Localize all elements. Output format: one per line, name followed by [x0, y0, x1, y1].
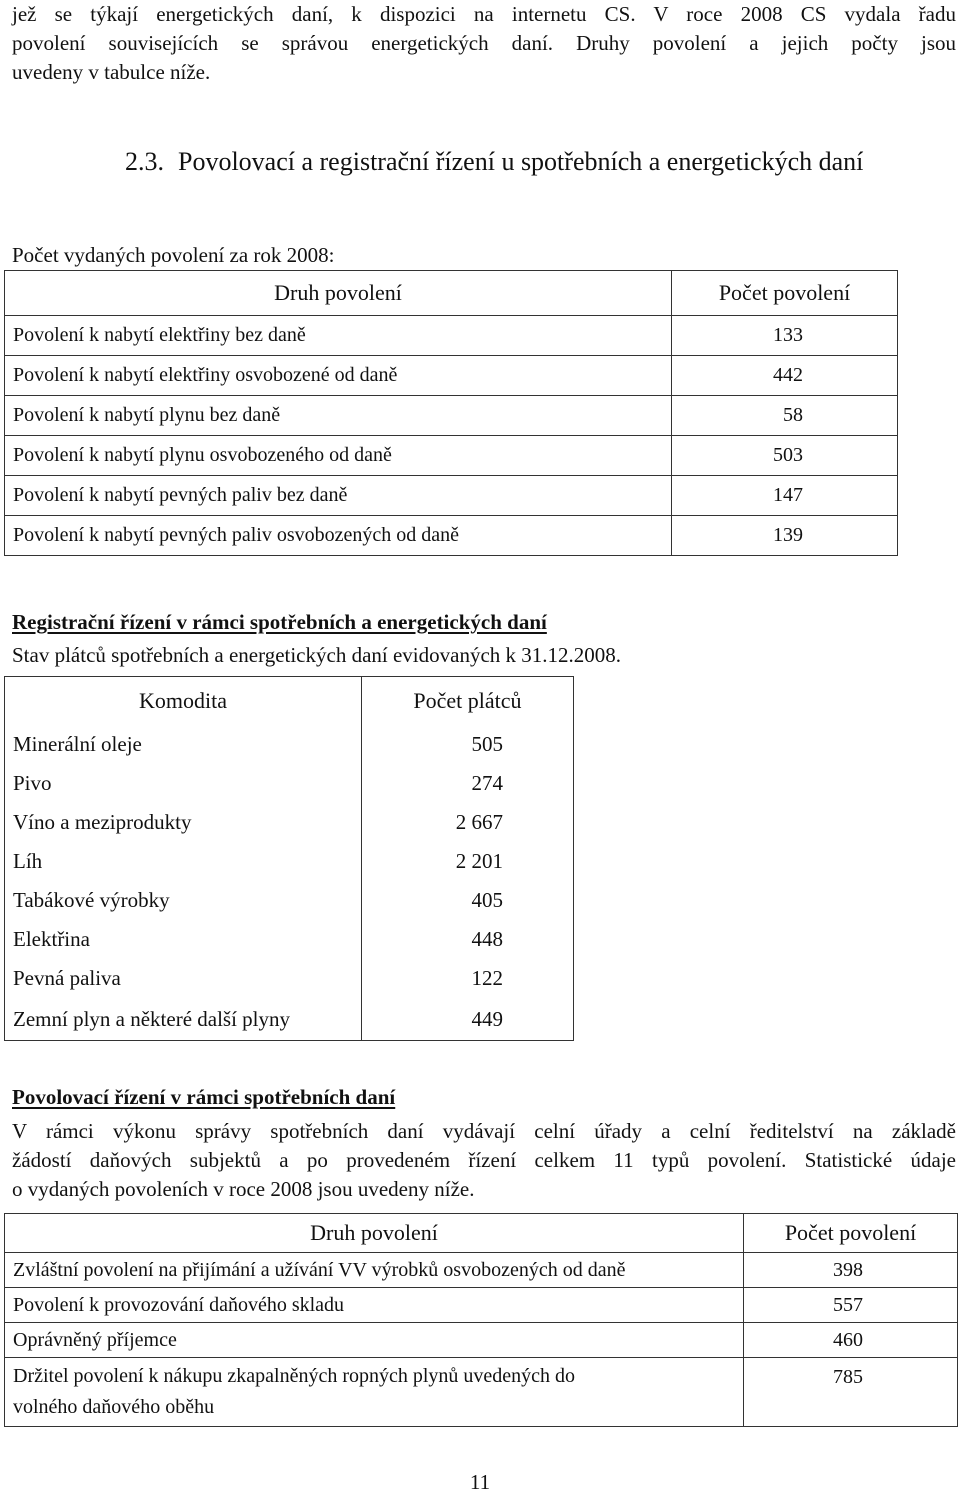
- table-row: [5, 1358, 958, 1427]
- row-label: Pevná paliva: [5, 959, 362, 998]
- payers-table: [4, 676, 574, 1041]
- table-row: [5, 959, 574, 998]
- row-label: Tabákové výrobky: [5, 881, 362, 920]
- row-value: 2 667: [362, 803, 574, 842]
- table-header-row: [5, 1214, 958, 1253]
- intro-line: povolení souvisejících se správou energetických daní. Druhy povolení a jejich počty jsou: [12, 31, 956, 55]
- table-row: [5, 725, 574, 764]
- section-title: Povolovací a registrační řízení u spotřebních a energetických daní: [178, 147, 864, 176]
- paragraph-line: o vydaných povoleních v roce 2008 jsou uvedeny níže.: [12, 1177, 475, 1201]
- row-value: 122: [362, 959, 574, 998]
- column-header-count: Počet povolení: [744, 1214, 958, 1253]
- row-value: 133: [672, 316, 898, 356]
- column-header-type: Druh povolení: [5, 1214, 744, 1253]
- row-label: Minerální oleje: [5, 725, 362, 764]
- table-row: [5, 998, 574, 1041]
- row-value: 398: [744, 1253, 958, 1288]
- row-value: 405: [362, 881, 574, 920]
- permits-heading: Povolovací řízení v rámci spotřebních daní: [12, 1085, 396, 1109]
- intro-paragraph: [12, 0, 956, 87]
- table-row: [5, 764, 574, 803]
- table-row: [5, 803, 574, 842]
- row-value: 557: [744, 1288, 958, 1323]
- column-header-count: Počet povolení: [672, 271, 898, 316]
- column-header-type: Druh povolení: [5, 271, 672, 316]
- table-row: [5, 842, 574, 881]
- row-value: 147: [672, 476, 898, 516]
- table-row: [5, 356, 898, 396]
- table-header-row: [5, 271, 898, 316]
- column-header-payers: Počet plátců: [362, 677, 574, 726]
- section-number: 2.3.: [125, 147, 164, 176]
- row-label: Zvláštní povolení na přijímání a užívání VV výrobků osvobozených od daně: [5, 1253, 744, 1288]
- table-row: [5, 1253, 958, 1288]
- permits-paragraph: [12, 1117, 956, 1204]
- row-label: Povolení k nabytí elektřiny osvobozené od daně: [5, 356, 672, 396]
- table1-caption: Počet vydaných povolení za rok 2008:: [12, 243, 335, 267]
- row-label: Povolení k nabytí pevných paliv osvobozených od daně: [5, 516, 672, 556]
- row-value: 503: [672, 436, 898, 476]
- row-label: [5, 1358, 744, 1427]
- registration-subtitle: Stav plátců spotřebních a energetických daní evidovaných k 31.12.2008.: [12, 643, 622, 667]
- table-row: [5, 476, 898, 516]
- row-label: Povolení k provozování daňového skladu: [5, 1288, 744, 1323]
- row-label: Zemní plyn a některé další plyny: [5, 998, 362, 1041]
- table-row: [5, 1323, 958, 1358]
- intro-line: uvedeny v tabulce níže.: [12, 60, 211, 84]
- row-value: 449: [362, 998, 574, 1041]
- row-value: 785: [744, 1358, 958, 1427]
- column-header-commodity: Komodita: [5, 677, 362, 726]
- table-row: [5, 1288, 958, 1323]
- table-row: [5, 396, 898, 436]
- row-label: Povolení k nabytí plynu osvobozeného od daně: [5, 436, 672, 476]
- row-value: 448: [362, 920, 574, 959]
- row-value: 58: [672, 396, 898, 436]
- row-label: Povolení k nabytí elektřiny bez daně: [5, 316, 672, 356]
- row-label: Elektřina: [5, 920, 362, 959]
- table-row: [5, 436, 898, 476]
- page-number: 11: [469, 1470, 491, 1494]
- registration-heading: Registrační řízení v rámci spotřebních a energetických daní: [12, 610, 547, 634]
- row-value: 139: [672, 516, 898, 556]
- row-label: Oprávněný příjemce: [5, 1323, 744, 1358]
- table-row: [5, 920, 574, 959]
- table-row: [5, 881, 574, 920]
- row-value: 505: [362, 725, 574, 764]
- row-label: Pivo: [5, 764, 362, 803]
- row-label: Povolení k nabytí plynu bez daně: [5, 396, 672, 436]
- table-row: [5, 316, 898, 356]
- row-label: Povolení k nabytí pevných paliv bez daně: [5, 476, 672, 516]
- row-label-line: Držitel povolení k nákupu zkapalněných ropných plynů uvedených do: [13, 1365, 576, 1387]
- excise-permits-table: [4, 1213, 958, 1427]
- row-value: 2 201: [362, 842, 574, 881]
- table-row: [5, 516, 898, 556]
- row-label: Líh: [5, 842, 362, 881]
- intro-line: jež se týkají energetických daní, k dispozici na internetu CS. V roce 2008 CS vydala řadu: [12, 2, 956, 26]
- row-value: 442: [672, 356, 898, 396]
- row-label: Víno a meziprodukty: [5, 803, 362, 842]
- row-value: 274: [362, 764, 574, 803]
- table-header-row: [5, 677, 574, 726]
- row-label-line: volného daňového oběhu: [13, 1396, 215, 1418]
- permits-table-2008: [4, 270, 898, 556]
- paragraph-line: žádostí daňových subjektů a po provedeném řízení celkem 11 typů povolení. Statistické údaje: [12, 1148, 956, 1172]
- row-value: 460: [744, 1323, 958, 1358]
- paragraph-line: V rámci výkonu správy spotřebních daní vydávají celní úřady a celní ředitelství na základě: [12, 1119, 956, 1143]
